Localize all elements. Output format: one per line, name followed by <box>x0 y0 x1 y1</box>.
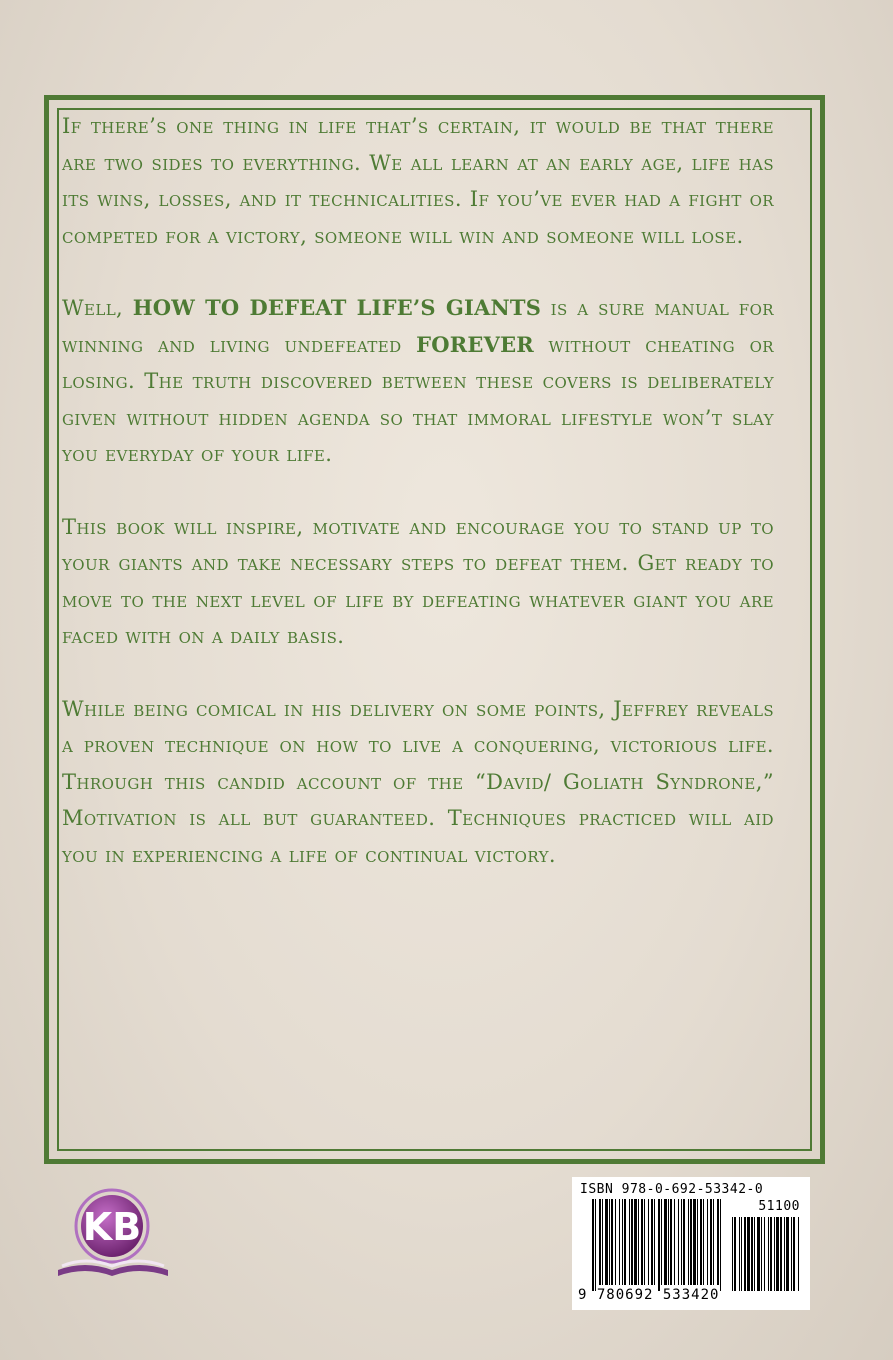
barcode-bar <box>615 1199 616 1285</box>
barcode-bar <box>595 1199 596 1291</box>
barcode-bar <box>634 1199 637 1285</box>
addon-bar <box>761 1217 762 1291</box>
barcode-bar <box>641 1199 643 1285</box>
addon-bar <box>768 1217 769 1291</box>
blurb-paragraph-4: While being comical in his delivery on some points, Jeffrey reveals a proven technique on how to live a conquering, victorious life. Through this candid account of the “David/ Goliath Syndrone,” Motivation is all but guaranteed. Techniques practiced will aid you in experiencing a life of continual victory. <box>62 696 774 867</box>
blurb-paragraph-2 <box>62 290 774 473</box>
addon-bar <box>751 1217 753 1291</box>
addon-bar <box>754 1217 755 1291</box>
price-code: 51100 <box>758 1199 800 1214</box>
barcode-bar <box>710 1199 712 1285</box>
addon-bar <box>741 1217 742 1291</box>
addon-bar <box>770 1217 772 1291</box>
addon-bar <box>732 1217 733 1291</box>
barcode-bar <box>644 1199 645 1285</box>
barcode-bar <box>609 1199 610 1285</box>
barcode-bar <box>638 1199 639 1285</box>
barcode-bar <box>664 1199 667 1285</box>
barcode-bar <box>599 1199 601 1285</box>
blurb-paragraph-3: This book will inspire, motivate and encourage you to stand up to your giants and take necessary steps to defeat them. Get ready to move to the next level of life by defeating whatever giant you are faced with on a daily basis. <box>62 514 774 648</box>
back-cover-blurb <box>62 108 774 909</box>
barcode-bar <box>631 1199 633 1285</box>
addon-bar <box>780 1217 782 1291</box>
addon-bar <box>744 1217 746 1291</box>
barcode-bar <box>717 1199 719 1285</box>
barcode-bar <box>674 1199 675 1285</box>
addon-bar <box>764 1217 765 1291</box>
addon-bar <box>757 1217 760 1291</box>
barcode-bar <box>670 1199 672 1285</box>
barcode-bar <box>668 1199 669 1285</box>
barcode-bar <box>651 1199 653 1285</box>
blurb-p2-mid: is a sure manual for winning and living undefeated <box>62 296 774 357</box>
logo-letters: KB <box>82 1205 142 1249</box>
addon-bar <box>774 1217 775 1291</box>
isbn-text: ISBN 978-0-692-53342-0 <box>580 1182 764 1197</box>
addon-bar <box>739 1217 740 1291</box>
addon-bar <box>776 1217 779 1291</box>
addon-bar <box>784 1217 785 1291</box>
barcode-bar <box>720 1199 721 1291</box>
barcode-bar <box>658 1199 660 1291</box>
blurb-p2-pre: Well, <box>62 296 133 320</box>
barcode-bar <box>683 1199 685 1285</box>
addon-bar <box>734 1217 736 1291</box>
addon-bar <box>793 1217 795 1291</box>
barcode-bar <box>648 1199 649 1285</box>
barcode-bar <box>602 1199 603 1285</box>
barcode-bar <box>622 1199 623 1285</box>
barcode-bar <box>678 1199 679 1285</box>
barcode-bar <box>654 1199 655 1285</box>
barcode-bar <box>713 1199 714 1285</box>
barcode-bar <box>681 1199 682 1285</box>
ean-digits: 9 780692 533420 <box>578 1287 720 1303</box>
barcode-bar <box>703 1199 704 1285</box>
barcode-bar <box>605 1199 608 1285</box>
barcode-bar <box>693 1199 696 1285</box>
barcode-bar <box>619 1199 620 1285</box>
blurb-paragraph-1: If there’s one thing in life that’s certain, it would be that there are two sides to everything. We all learn at an early age, life has its wins, losses, and it technicalities. If you’ve ever had a fight or competed for a victory, someone will win and someone will lose. <box>62 114 774 248</box>
barcode-bar <box>688 1199 689 1285</box>
barcode-bar <box>707 1199 708 1285</box>
publisher-logo <box>50 1184 176 1284</box>
book-title: HOW TO DEFEAT LIFE’S GIANTS <box>132 295 542 320</box>
addon-bar <box>798 1217 799 1291</box>
barcode-bar <box>629 1199 630 1285</box>
barcode-bar <box>661 1199 662 1285</box>
addon-bar <box>747 1217 750 1291</box>
barcode-bar <box>611 1199 613 1285</box>
blurb-p2-post: without cheating or losing. The truth discovered between these covers is deliberately given without hidden agenda so that immoral lifestyle won’t slay you everyday of your life. <box>62 332 774 466</box>
addon-bar <box>791 1217 792 1291</box>
isbn-barcode <box>572 1177 810 1310</box>
barcode-bar <box>690 1199 692 1285</box>
barcode-bar <box>592 1199 594 1291</box>
forever-emphasis: FOREVER <box>416 331 534 357</box>
barcode-bar <box>700 1199 702 1285</box>
barcode-bar <box>624 1199 626 1285</box>
addon-bar <box>786 1217 789 1291</box>
barcode-bar <box>697 1199 698 1285</box>
